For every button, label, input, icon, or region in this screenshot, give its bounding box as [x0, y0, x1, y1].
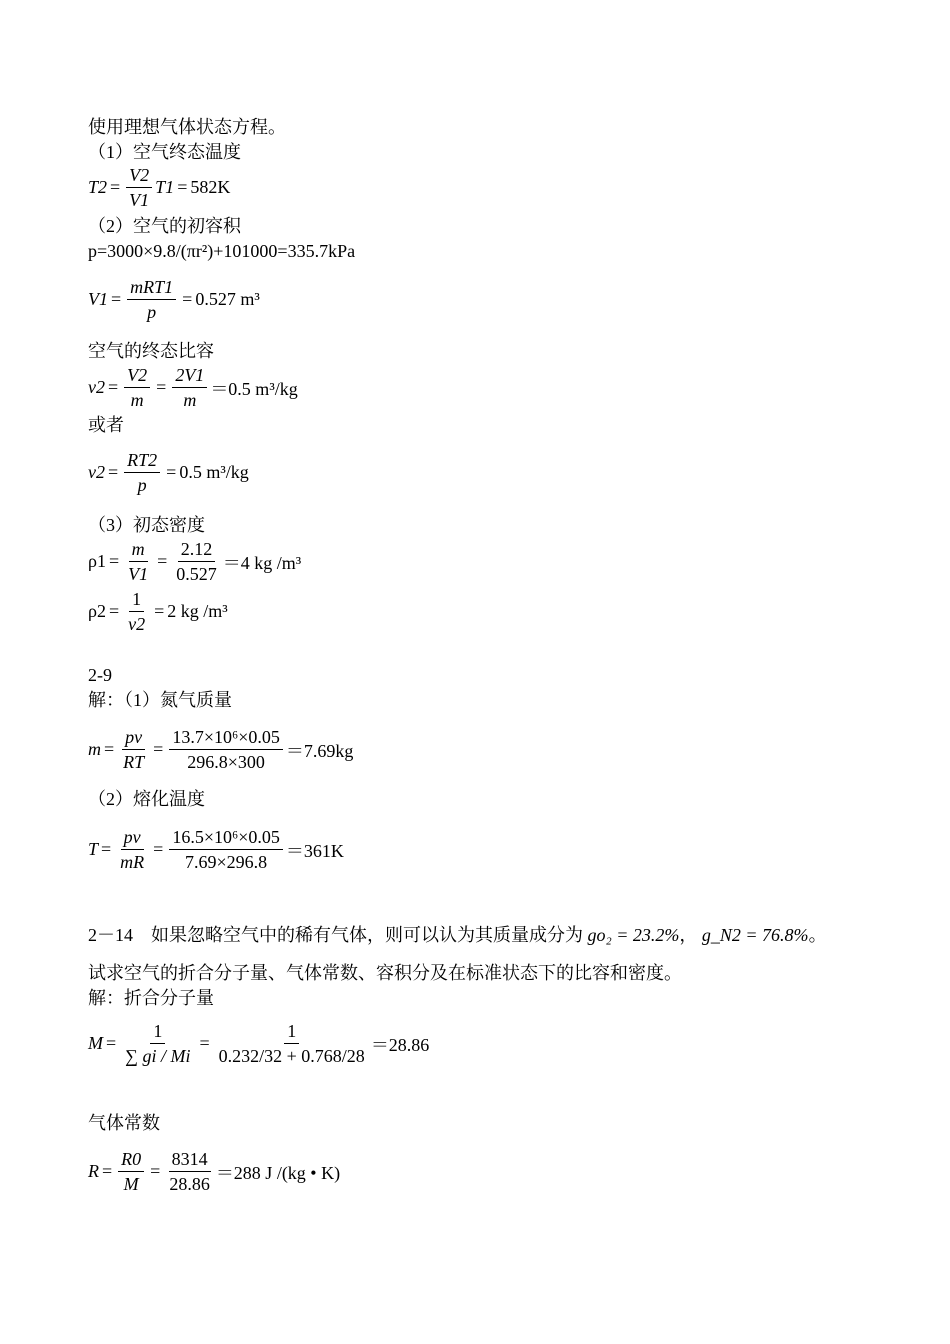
M-fraction-2	[216, 1020, 368, 1067]
m-den2: 296.8×300	[187, 752, 265, 772]
gas-constant-equation: R = $\frac{R0}{M}$ = $\frac{8314}{28.86}$ ＝288 J /(kg • K)	[88, 1149, 341, 1194]
intro-text: 使用理想气体状态方程。	[88, 117, 286, 137]
melt-temp-label: （2）熔化温度	[88, 789, 205, 809]
q2-label: （2）空气的初容积	[88, 216, 241, 236]
t2-den: V1	[129, 190, 150, 210]
rho1-num2: 2.12	[178, 538, 216, 562]
R-fraction-2	[166, 1148, 213, 1195]
mass-equation: m = $\frac{pv}{RT}$ = $\frac{\text{13.7×10⁶×0.05}}{296.8\times 300}$ ＝7.69kg	[88, 727, 354, 772]
q1-label: （1）空气终态温度	[88, 142, 241, 162]
solve-label-2-9: 解：（1）氮气质量	[88, 690, 232, 710]
temperature-equation: T = $\frac{pv}{mR}$ = $\frac{\text{16.5×10⁶×0.05}}{7.69\times 296.8}$ ＝361K	[88, 827, 344, 872]
m-num1: pv	[122, 726, 145, 750]
rho1-fraction-2	[173, 538, 220, 585]
M-lhs: M	[88, 1033, 103, 1053]
rho1-num1: m	[129, 538, 148, 562]
t-den1: mR	[120, 852, 145, 872]
v2b-den: p	[137, 475, 147, 495]
or-label: 或者	[88, 415, 124, 435]
t2-num: V2	[126, 164, 152, 188]
g-n2-value: g_N2 = 76.8%	[701, 925, 809, 945]
t2-equation: T2 = $\frac{V2}{V1}$ T1 = 582K	[88, 165, 231, 210]
t-fraction-2	[169, 826, 283, 873]
M-den1: ∑ gi / Mi	[125, 1046, 191, 1066]
separator: ，	[679, 925, 698, 945]
rho1-lhs: ρ1	[88, 551, 106, 571]
R-result: ＝288 J /(kg • K)	[215, 1162, 341, 1183]
rho2-den: v2	[128, 614, 146, 634]
R-lhs: R	[88, 1161, 99, 1181]
v2b-equation: v2 = $\frac{RT2}{p}$ = 0.5 m³/kg	[88, 450, 249, 495]
m-fraction-2	[169, 726, 283, 773]
molar-mass-equation: M = $\frac{1}{\sum gi / Mi}$ = $\frac{1}{0.232/32 + 0.768/28}$ ＝28.86	[88, 1021, 430, 1066]
m-fraction-1	[120, 726, 147, 773]
m-lhs: m	[88, 739, 101, 759]
rho1-den1: V1	[128, 564, 149, 584]
sentence-end: 。	[808, 925, 827, 945]
solve-label-2-14: 解：折合分子量	[88, 988, 214, 1008]
R-num1: R0	[118, 1148, 144, 1172]
R-den1: M	[123, 1174, 139, 1194]
v2b-fraction	[124, 449, 160, 496]
rho2-equation: ρ2 = $\frac{1}{v2}$ = 2 kg /m³	[88, 589, 228, 634]
v2b-num: RT2	[124, 449, 160, 473]
rho2-fraction	[125, 588, 148, 635]
problem-number-2-9: 2-9	[88, 665, 112, 685]
M-fraction-1	[122, 1020, 193, 1067]
m-num2: 13.7×10⁶×0.05	[169, 726, 283, 750]
t-den2: 7.69×296.8	[185, 852, 268, 872]
t2-lhs: T2	[88, 177, 108, 197]
v2a-den1: m	[130, 390, 144, 410]
v2a-fraction-1	[124, 364, 150, 411]
t2-result: 582K	[190, 177, 231, 197]
v1-equation: V1 = $\frac{\text{mRT1}}{p}$ = 0.527 m³	[88, 277, 260, 322]
v2a-equation: v2 = $\frac{V2}{m}$ = $\frac{2V1}{m}$ ＝0.5 m³/kg	[88, 365, 298, 410]
v2a-num1: V2	[124, 364, 150, 388]
problem-2-14-text: 2－14 如果忽略空气中的稀有气体，则可以认为其质量成分为	[88, 925, 583, 945]
M-num1: 1	[150, 1020, 165, 1044]
v2a-result: ＝0.5 m³/kg	[210, 378, 298, 399]
problem-2-14-line-1	[88, 924, 827, 946]
v1-den: p	[147, 302, 157, 322]
M-result: ＝28.86	[370, 1034, 430, 1055]
t-num1: pv	[121, 826, 144, 850]
v2b-lhs: v2	[88, 462, 105, 482]
m-result: ＝7.69kg	[285, 740, 354, 761]
rho1-den2: 0.527	[176, 564, 217, 584]
problem-2-14-line-2: 试求空气的折合分子量、气体常数、容积分及在标准状态下的比容和密度。	[88, 963, 682, 983]
g-o2-value: go₂ = 23.2%	[587, 925, 680, 945]
t-lhs: T	[88, 839, 99, 859]
rho2-num: 1	[129, 588, 144, 612]
v2a-fraction-2	[172, 364, 207, 411]
rho2-result: 2 kg /m³	[167, 601, 228, 621]
gas-constant-label: 气体常数	[88, 1113, 160, 1133]
rho1-result: ＝4 kg /m³	[222, 552, 302, 573]
rho1-equation: ρ1 = $\frac{m}{V1}$ = $\frac{2.12}{0.527}$ ＝4 kg /m³	[88, 539, 302, 584]
v1-lhs: V1	[88, 289, 108, 309]
R-fraction-1	[118, 1148, 144, 1195]
R-num2: 8314	[169, 1148, 211, 1172]
t-num2: 16.5×10⁶×0.05	[169, 826, 283, 850]
v2-label: 空气的终态比容	[88, 341, 214, 361]
pressure-line: p=3000×9.8/(πr²)+101000=335.7kPa	[88, 241, 356, 261]
M-num2: 1	[284, 1020, 299, 1044]
rho2-lhs: ρ2	[88, 601, 106, 621]
rho1-fraction-1	[125, 538, 151, 585]
v2a-den2: m	[183, 390, 197, 410]
t-result: ＝361K	[285, 840, 344, 861]
v1-num: mRT1	[127, 276, 176, 300]
v2b-result: 0.5 m³/kg	[179, 462, 249, 482]
R-den2: 28.86	[169, 1174, 210, 1194]
v1-result: 0.527 m³	[195, 289, 260, 309]
M-den2: 0.232/32 + 0.768/28	[218, 1046, 365, 1066]
t-fraction-1	[117, 826, 147, 873]
t2-fraction	[126, 164, 152, 211]
q3-label: （3）初态密度	[88, 515, 205, 535]
m-den1: RT	[123, 752, 145, 772]
v2a-lhs: v2	[88, 377, 105, 397]
t2-mult: T1	[155, 177, 175, 197]
v2a-num2: 2V1	[172, 364, 207, 388]
v1-fraction	[127, 276, 176, 323]
